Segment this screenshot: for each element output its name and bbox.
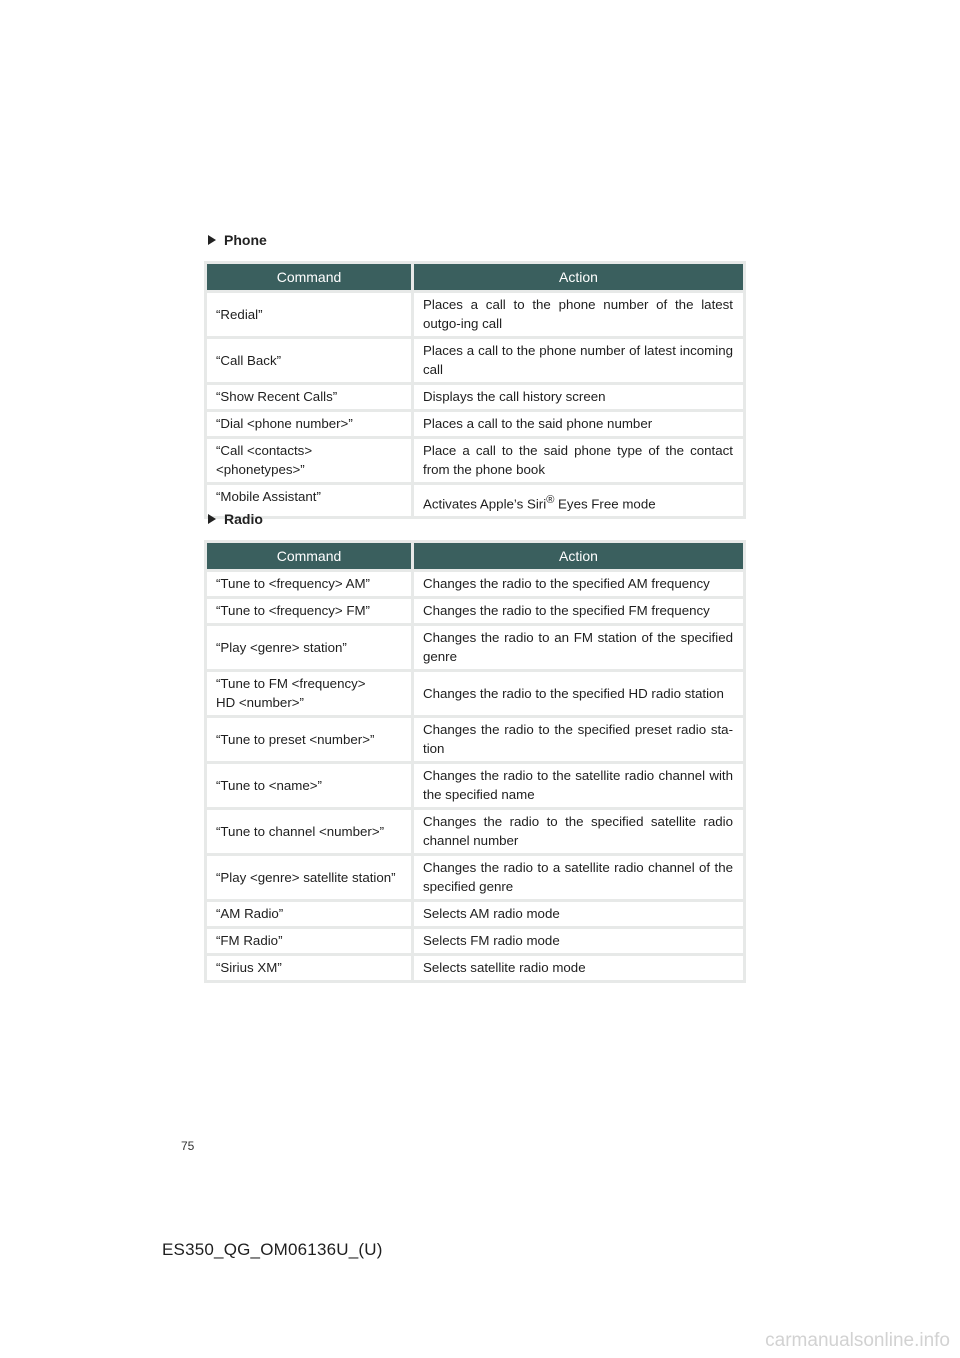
table-row [207, 764, 743, 807]
command-cell: “FM Radio” [207, 929, 414, 953]
action-cell: Changes the radio to the specified satellite radio channel number [414, 810, 743, 853]
command-cell: “Call Back” [207, 339, 414, 382]
table-row [207, 902, 743, 926]
action-cell [414, 485, 743, 516]
table-row [207, 626, 743, 669]
table-row [207, 599, 743, 623]
triangle-bullet-icon [208, 235, 216, 245]
action-cell: Displays the call history screen [414, 385, 743, 409]
table-row [207, 672, 743, 715]
radio-section-heading [208, 511, 263, 527]
action-cell: Places a call to the phone number of the latest outgo-ing call [414, 293, 743, 336]
table-row [207, 385, 743, 409]
command-cell: “Show Recent Calls” [207, 385, 414, 409]
command-cell: “AM Radio” [207, 902, 414, 926]
radio-heading-text: Radio [224, 511, 263, 527]
command-cell: “Sirius XM” [207, 956, 414, 980]
phone-command-table [204, 261, 746, 519]
table-row [207, 439, 743, 482]
command-column-header: Command [207, 543, 414, 569]
watermark: carmanualsonline.info [765, 1330, 950, 1351]
command-cell: “Tune to <frequency> AM” [207, 572, 414, 596]
registered-mark: ® [546, 494, 555, 506]
table-row [207, 293, 743, 336]
radio-command-table [204, 540, 746, 983]
table-row [207, 412, 743, 436]
action-cell: Selects AM radio mode [414, 902, 743, 926]
command-cell: “Tune to <name>” [207, 764, 414, 807]
document-code: ES350_QG_OM06136U_(U) [162, 1240, 383, 1259]
table-row [207, 856, 743, 899]
action-cell: Places a call to the said phone number [414, 412, 743, 436]
action-cell: Changes the radio to the specified FM frequency [414, 599, 743, 623]
command-cell: “Tune to preset <number>” [207, 718, 414, 761]
action-cell: Changes the radio to the specified HD radio station [414, 672, 743, 715]
triangle-bullet-icon [208, 514, 216, 524]
command-cell: “Tune to <frequency> FM” [207, 599, 414, 623]
action-cell: Changes the radio to a satellite radio channel of the specified genre [414, 856, 743, 899]
command-cell: “Dial <phone number>” [207, 412, 414, 436]
action-cell: Changes the radio to an FM station of the specified genre [414, 626, 743, 669]
command-column-header: Command [207, 264, 414, 290]
command-cell: “Redial” [207, 293, 414, 336]
phone-section-heading [208, 232, 267, 248]
table-row [207, 718, 743, 761]
command-cell: “Play <genre> station” [207, 626, 414, 669]
action-cell: Selects FM radio mode [414, 929, 743, 953]
action-text: Activates Apple’s Siri [423, 496, 547, 512]
table-row [207, 956, 743, 980]
action-cell: Places a call to the phone number of latest incoming call [414, 339, 743, 382]
command-line: “Tune to FM <frequency> [216, 676, 366, 691]
table-row [207, 485, 743, 516]
command-cell [207, 672, 414, 715]
command-cell: “Mobile Assistant” [207, 485, 414, 516]
page-number: 75 [181, 1139, 195, 1153]
phone-heading-text: Phone [224, 232, 267, 248]
action-cell: Selects satellite radio mode [414, 956, 743, 980]
command-cell: “Call <contacts> <phonetypes>” [207, 439, 414, 482]
action-cell: Place a call to the said phone type of the contact from the phone book [414, 439, 743, 482]
action-cell: Changes the radio to the specified preset radio sta-tion [414, 718, 743, 761]
action-cell: Changes the radio to the satellite radio channel with the specified name [414, 764, 743, 807]
action-column-header: Action [414, 543, 743, 569]
table-header-row [207, 543, 743, 569]
action-text: Eyes Free mode [554, 496, 656, 512]
table-row [207, 572, 743, 596]
action-column-header: Action [414, 264, 743, 290]
action-cell: Changes the radio to the specified AM frequency [414, 572, 743, 596]
command-cell: “Tune to channel <number>” [207, 810, 414, 853]
command-cell: “Play <genre> satellite station” [207, 856, 414, 899]
table-header-row [207, 264, 743, 290]
table-row [207, 810, 743, 853]
command-line: HD <number>” [216, 695, 304, 710]
table-row [207, 339, 743, 382]
table-row [207, 929, 743, 953]
